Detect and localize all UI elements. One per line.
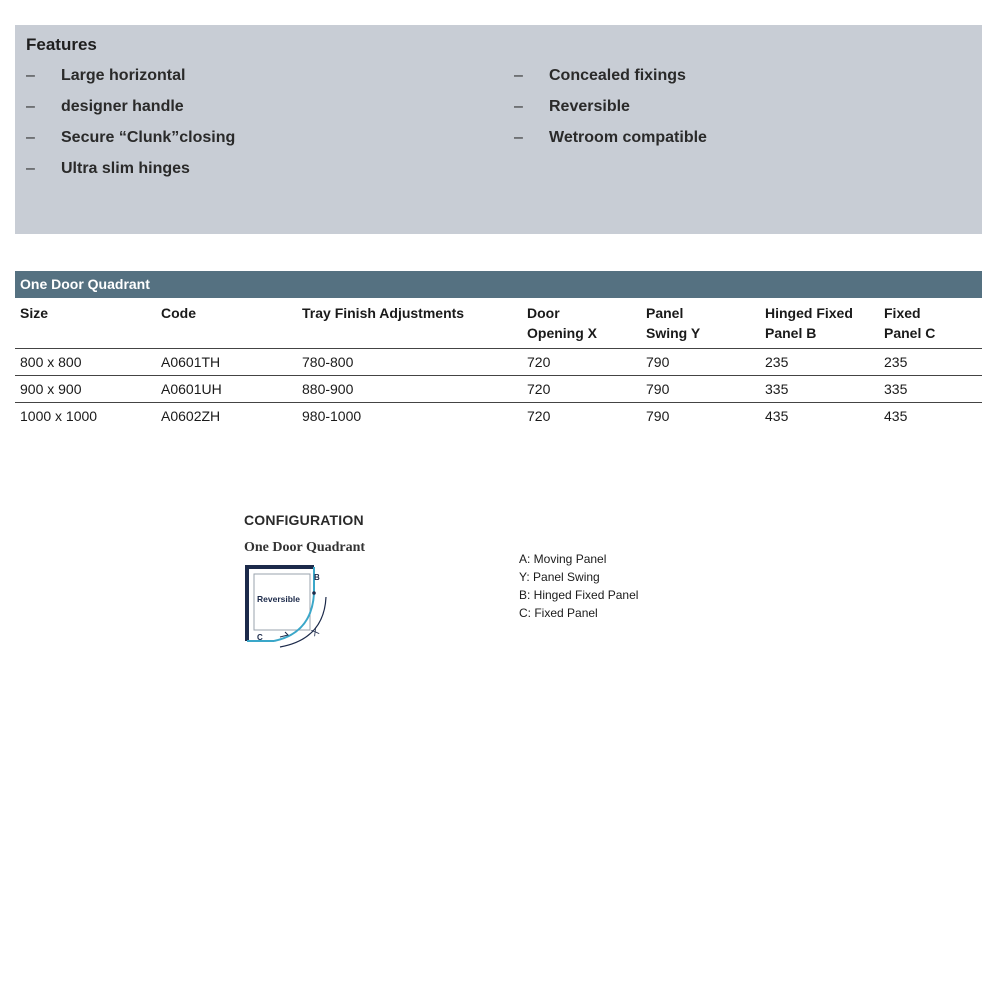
features-title: Features (26, 35, 97, 54)
column-header-size: Size (20, 305, 49, 321)
table-cell: 790 (646, 354, 670, 370)
dash-bullet: – (26, 129, 35, 146)
column-header-tray-finish: Tray Finish Adjustments (302, 305, 465, 321)
table-cell: 900 x 900 (20, 381, 82, 397)
features-panel (15, 25, 982, 234)
dash-bullet: – (26, 160, 35, 177)
column-header-panel-swing: Panel Swing Y (646, 305, 701, 341)
feature-text: Reversible (549, 98, 630, 115)
table-cell: A0601UH (161, 381, 222, 397)
legend-item: A: Moving Panel (519, 552, 607, 566)
dash-bullet: – (514, 67, 523, 84)
table-cell: 880-900 (302, 381, 354, 397)
table-cell: 980-1000 (302, 408, 362, 424)
table-cell: 720 (527, 354, 551, 370)
feature-text: Concealed fixings (549, 67, 686, 84)
table-header-row (15, 298, 982, 349)
table-row (15, 403, 982, 430)
label-reversible: Reversible (257, 594, 300, 604)
table-row (15, 349, 982, 376)
table-cell: 435 (884, 408, 908, 424)
legend-item: B: Hinged Fixed Panel (519, 588, 639, 602)
spec-table (15, 298, 982, 430)
table-cell: 800 x 800 (20, 354, 82, 370)
label-c: C (257, 633, 263, 642)
legend-item: Y: Panel Swing (519, 570, 600, 584)
dash-bullet: – (514, 98, 523, 115)
feature-text: Large horizontal (61, 67, 186, 84)
dash-bullet: – (26, 98, 35, 115)
configuration-legend (519, 550, 638, 622)
table-row (15, 376, 982, 403)
table-cell: 435 (765, 408, 789, 424)
feature-text: Wetroom compatible (549, 129, 707, 146)
legend-item: C: Fixed Panel (519, 606, 598, 620)
column-header-code: Code (161, 305, 196, 321)
table-cell: 335 (884, 381, 908, 397)
feature-text: designer handle (61, 98, 184, 115)
table-cell: 335 (765, 381, 789, 397)
column-header-hinged-fixed-panel: Hinged Fixed Panel B (765, 305, 853, 341)
spec-table-section (15, 271, 982, 430)
table-title: One Door Quadrant (15, 271, 982, 298)
table-cell: 720 (527, 408, 551, 424)
hinge-dot (312, 591, 316, 595)
label-b: B (314, 573, 320, 582)
quadrant-diagram (242, 563, 332, 653)
table-cell: 790 (646, 381, 670, 397)
feature-text: Secure “Clunk”closing (61, 129, 236, 146)
table-cell: 1000 x 1000 (20, 408, 98, 424)
table-cell: A0602ZH (161, 408, 221, 424)
table-cell: 780-800 (302, 354, 354, 370)
label-x: X (310, 626, 322, 640)
table-cell: 720 (527, 381, 551, 397)
dash-bullet: – (514, 129, 523, 146)
table-cell: 235 (765, 354, 789, 370)
feature-text: Ultra slim hinges (61, 160, 190, 177)
configuration-subtitle: One Door Quadrant (244, 540, 366, 555)
dash-bullet: – (26, 67, 35, 84)
column-header-door-opening: Door Opening X (527, 305, 597, 341)
configuration-heading: CONFIGURATION (244, 512, 364, 528)
table-cell: 235 (884, 354, 908, 370)
table-cell: 790 (646, 408, 670, 424)
table-cell: A0601TH (161, 354, 221, 370)
column-header-fixed-panel: Fixed Panel C (884, 305, 936, 341)
